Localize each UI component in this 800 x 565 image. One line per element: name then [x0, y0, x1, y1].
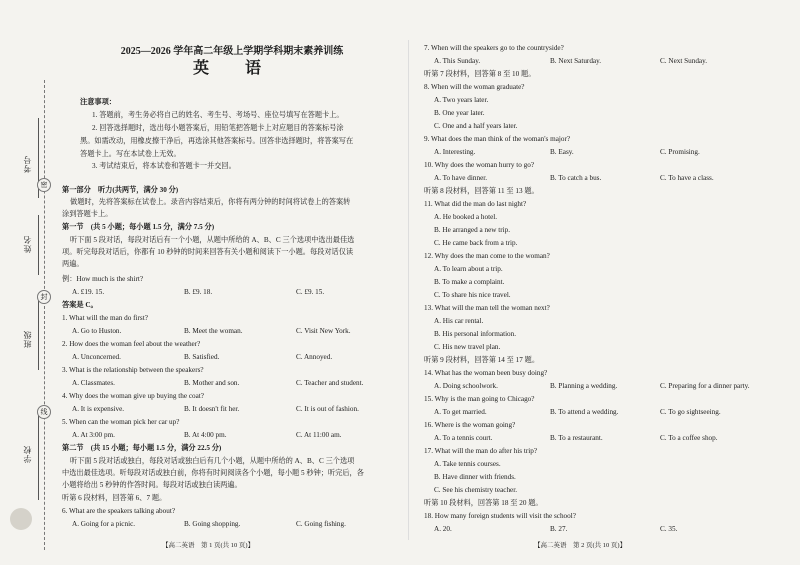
banji-label: 班级 [23, 330, 32, 348]
cut-line [44, 80, 45, 550]
subject-title: 英 语 [192, 60, 271, 77]
question-option: B. Have dinner with friends. [434, 473, 516, 481]
xuexiao-blank [38, 410, 39, 500]
question-option: A. To a tennis court. [434, 434, 493, 442]
xian-seal: 线 [37, 405, 51, 419]
question-option: A. It is expensive. [72, 405, 125, 413]
question-text: 5. When can the woman pick her car up? [62, 418, 180, 426]
kaohao-label: 考号 [23, 155, 32, 173]
question-option: C. Preparing for a dinner party. [660, 382, 750, 390]
question-text: 17. What will the man do after his trip? [424, 447, 538, 455]
question-option: C. 35. [660, 525, 678, 533]
question-option: B. To attend a wedding. [550, 408, 619, 416]
question-option: B. His personal information. [434, 330, 517, 338]
question-text: 6. What are the speakers talking about? [62, 507, 176, 515]
question-option: C. See his chemistry teacher. [434, 486, 518, 494]
question-option: A. Classmates. [72, 379, 115, 387]
section1-text-1: 听下面 5 段对话，每段对话后有一个小题，从题中所给的 A、B、C 三个选项中选出最佳选 [70, 236, 355, 244]
question-option: A. Going for a picnic. [72, 520, 136, 528]
page-divider [408, 40, 409, 540]
question-option: B. To a restaurant. [550, 434, 603, 442]
question-option: C. One and a half years later. [434, 122, 518, 130]
question-option: C. To go sightseeing. [660, 408, 721, 416]
notice-item-2b: 黑。如需改动，用橡皮擦干净后，再选涂其他答案标号。回答非选择题时，将答案写在 [80, 137, 354, 145]
question-option: B. It doesn't fit her. [184, 405, 240, 413]
material-10-label: 听第 10 段材料，回答第 18 至 20 题。 [424, 499, 543, 507]
mi-seal: 密 [37, 178, 51, 192]
question-option: C. To have a class. [660, 174, 714, 182]
question-text: 2. How does the woman feel about the weather? [62, 340, 201, 348]
part1-intro-2: 涂到答题卡上。 [62, 210, 113, 218]
question-text: 9. What does the man think of the woman's major? [424, 135, 571, 143]
example-answer: 答案是 C。 [62, 301, 98, 309]
question-option: A. At 3:00 pm. [72, 431, 115, 439]
question-text: 12. Why does the man come to the woman? [424, 252, 550, 260]
question-option: A. 20. [434, 525, 452, 533]
section1-text-3: 两遍。 [62, 260, 84, 268]
section1-heading: 第一节 (共 5 小题；每小题 1.5 分，满分 7.5 分) [62, 223, 215, 231]
question-text: 4. Why does the woman give up buying the coat? [62, 392, 204, 400]
part1-intro-1: 做题时，先将答案标在试卷上。录音内容结束后，你将有两分钟的时间将试卷上的答案转 [70, 198, 351, 206]
question-text: 13. What will the man tell the woman next? [424, 304, 550, 312]
question-option: A. To have dinner. [434, 174, 488, 182]
corner-stamp [10, 508, 32, 530]
question-option: B. To catch a bus. [550, 174, 602, 182]
notice-item-3: 3. 考试结束后，将本试卷和答题卡一并交回。 [92, 162, 236, 170]
question-option: C. He came back from a trip. [434, 239, 518, 247]
part1-heading: 第一部分 听力(共两节，满分 30 分) [62, 186, 179, 194]
question-option: B. He arranged a new trip. [434, 226, 511, 234]
question-option: B. Going shopping. [184, 520, 241, 528]
banji-blank [38, 300, 39, 370]
question-option: C. Going fishing. [296, 520, 346, 528]
section2-text-1: 听下面 5 段对话或独白，每段对话或独白后有几个小题，从题中所给的 A、B、C 三个选项 [70, 457, 355, 465]
question-option: B. Meet the woman. [184, 327, 243, 335]
section2-text-3: 小题将给出 5 秒钟的作答时间。每段对话或独白读两遍。 [62, 481, 242, 489]
question-option: A. Doing schoolwork. [434, 382, 498, 390]
question-option: B. Easy. [550, 148, 574, 156]
question-option: A. Take tennis courses. [434, 460, 501, 468]
question-text: 8. When will the woman graduate? [424, 83, 525, 91]
question-option: C. Annoyed. [296, 353, 333, 361]
notice-item-2c: 答题卡上。写在本试卷上无效。 [80, 150, 181, 158]
question-option: C. To a coffee shop. [660, 434, 718, 442]
question-text: 1. What will the man do first? [62, 314, 148, 322]
footer-page-1: 【高二英语 第 1 页(共 10 页)】 [162, 542, 255, 549]
question-option: B. To make a complaint. [434, 278, 505, 286]
question-text: 16. Where is the woman going? [424, 421, 516, 429]
binding-strip [0, 0, 70, 565]
question-text: 10. Why does the woman hurry to go? [424, 161, 535, 169]
example-question: 例：How much is the shirt? [62, 275, 144, 283]
question-option: C. His new travel plan. [434, 343, 501, 351]
example-option-c: C. £9. 15. [296, 288, 325, 296]
question-text: 14. What has the woman been busy doing? [424, 369, 548, 377]
question-option: B. At 4:00 pm. [184, 431, 227, 439]
question-option: B. Next Saturday. [550, 57, 602, 65]
question-text: 11. What did the man do last night? [424, 200, 527, 208]
question-option: A. To get married. [434, 408, 487, 416]
example-option-a: A. £19. 15. [72, 288, 105, 296]
example-option-b: B. £9. 18. [184, 288, 213, 296]
question-option: A. He booked a hotel. [434, 213, 498, 221]
question-text: 3. What is the relationship between the speakers? [62, 366, 204, 374]
question-text: 7. When will the speakers go to the countryside? [424, 44, 564, 52]
notice-item-1: 1. 答题前，考生务必将自己的姓名、考生号、考场号、座位号填写在答题卡上。 [92, 111, 344, 119]
question-option: B. One year later. [434, 109, 485, 117]
question-option: B. Satisfied. [184, 353, 220, 361]
notice-heading: 注意事项： [80, 98, 116, 106]
material-8-label: 听第 8 段材料，回答第 11 至 13 题。 [424, 187, 539, 195]
section1-text-2: 项。听完每段对话后，你都有 10 秒钟的时间来回答有关小题和阅读下一小题。每段对话仅读 [62, 248, 354, 256]
question-option: B. Planning a wedding. [550, 382, 618, 390]
question-text: 15. Why is the man going to Chicago? [424, 395, 535, 403]
question-option: B. 27. [550, 525, 568, 533]
question-option: C. At 11:00 am. [296, 431, 342, 439]
question-option: C. It is out of fashion. [296, 405, 359, 413]
question-option: A. Go to Huston. [72, 327, 122, 335]
question-option: A. His car rental. [434, 317, 484, 325]
question-option: C. Promising. [660, 148, 700, 156]
question-text: 18. How many foreign students will visit the school? [424, 512, 576, 520]
question-option: C. Teacher and student. [296, 379, 364, 387]
section2-text-2: 中选出最佳选项。听每段对话或独白前，你将有时间阅读各个小题，每小题 5 秒钟；听完后，各 [62, 469, 364, 477]
xingming-label: 姓名 [23, 235, 32, 253]
material-7-label: 听第 7 段材料，回答第 8 至 10 题。 [424, 70, 536, 78]
question-option: C. Next Sunday. [660, 57, 708, 65]
question-option: A. Interesting. [434, 148, 476, 156]
question-option: A. Two years later. [434, 96, 489, 104]
notice-item-2a: 2. 回答选择题时，选出每小题答案后，用铅笔把答题卡上对应题目的答案标号涂 [92, 124, 344, 132]
question-option: C. To share his nice travel. [434, 291, 511, 299]
xingming-blank [38, 215, 39, 275]
material-6-label: 听第 6 段材料，回答第 6、7 题。 [62, 494, 167, 502]
xuexiao-label: 学校 [23, 445, 32, 463]
feng-seal: 封 [37, 290, 51, 304]
question-option: A. Unconcerned. [72, 353, 121, 361]
material-9-label: 听第 9 段材料，回答第 14 至 17 题。 [424, 356, 540, 364]
question-option: B. Mother and son. [184, 379, 240, 387]
footer-page-2: 【高二英语 第 2 页(共 10 页)】 [534, 542, 627, 549]
exam-title: 2025—2026 学年高二年级上学期学科期末素养训练 [120, 46, 344, 57]
question-option: C. Visit New York. [296, 327, 351, 335]
question-option: A. To learn about a trip. [434, 265, 503, 273]
section2-heading: 第二节 (共 15 小题；每小题 1.5 分，满分 22.5 分) [62, 444, 222, 452]
question-option: A. This Sunday. [434, 57, 481, 65]
